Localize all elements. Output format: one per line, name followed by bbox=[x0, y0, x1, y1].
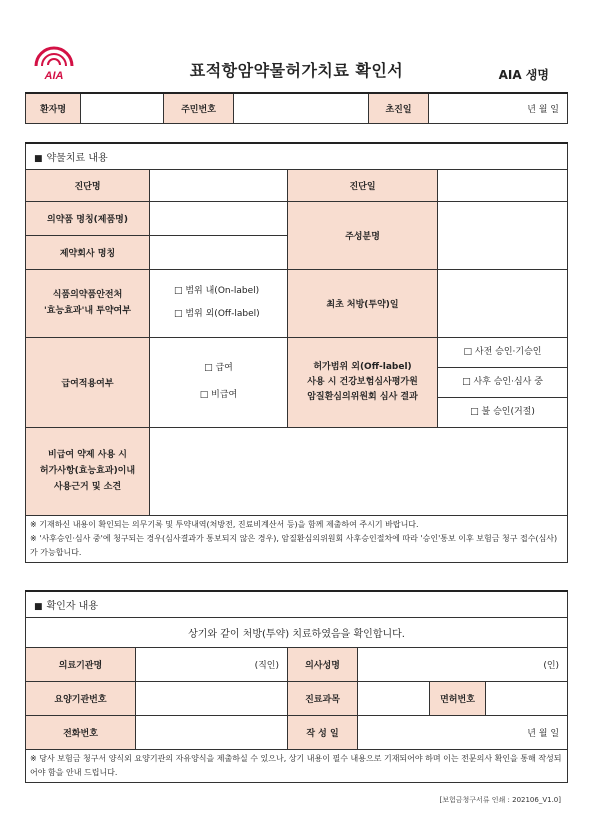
care-code-field[interactable] bbox=[136, 681, 288, 715]
form-version: [보험금청구서류 인쇄 : 202106_V1.0] bbox=[439, 796, 561, 804]
form-title: 표적항암약물허가치료 확인서 bbox=[189, 61, 404, 80]
brand-name: AIA 생명 bbox=[498, 68, 549, 82]
doctor-label: 의사성명 bbox=[288, 647, 358, 681]
on-label-checkbox[interactable]: □ 범위 내(On-label) bbox=[174, 286, 260, 296]
maker-field[interactable] bbox=[150, 235, 288, 269]
drug-section-heading: ■ 약물치료 내용 bbox=[34, 153, 108, 164]
resident-number-field[interactable] bbox=[234, 93, 369, 123]
license-label: 면허번호 bbox=[430, 681, 486, 715]
ingredient-field[interactable] bbox=[438, 201, 568, 269]
svg-text:AIA: AIA bbox=[44, 70, 64, 82]
mfds-label: 식품의약품안전처 '효능효과'내 투약여부 bbox=[26, 269, 150, 337]
offlabel-review-label: 허가범위 외(Off-label) 사용 시 건강보험심사평가원 암질환심의위원회 심사 결과 bbox=[288, 337, 438, 427]
ingredient-label: 주성분명 bbox=[288, 201, 438, 269]
diagnosis-date-label: 진단일 bbox=[288, 169, 438, 201]
patient-info-table bbox=[25, 92, 568, 124]
institution-field[interactable]: (직인) bbox=[136, 647, 288, 681]
care-code-label: 요양기관번호 bbox=[26, 681, 136, 715]
rejected-checkbox[interactable]: □ 불 승인(거절) bbox=[438, 397, 568, 427]
drug-name-field[interactable] bbox=[150, 201, 288, 235]
phone-field[interactable] bbox=[136, 715, 288, 749]
license-field[interactable] bbox=[486, 681, 568, 715]
non-benefit-checkbox[interactable]: □ 비급여 bbox=[199, 390, 238, 400]
first-rx-field[interactable] bbox=[438, 269, 568, 337]
drug-note-1: ※ 기재하신 내용이 확인되는 의무기록 및 투약내역(처방전, 진료비계산서 등)을 함께 제출하여 주시기 바랍니다. bbox=[30, 519, 419, 529]
benefit-checkbox[interactable]: □ 급여 bbox=[204, 363, 233, 373]
confirm-section-heading: ■ 확인자 내용 bbox=[34, 601, 98, 612]
written-date-label: 작 성 일 bbox=[288, 715, 358, 749]
first-visit-date-field[interactable]: 년 월 일 bbox=[429, 93, 568, 123]
off-label-checkbox[interactable]: □ 범위 외(Off-label) bbox=[174, 309, 260, 319]
dept-field[interactable] bbox=[358, 681, 430, 715]
institution-label: 의료기관명 bbox=[26, 647, 136, 681]
confirmer-table bbox=[25, 590, 568, 783]
maker-label: 제약회사 명칭 bbox=[26, 235, 150, 269]
pre-approval-checkbox[interactable]: □ 사전 승인·기승인 bbox=[438, 337, 568, 367]
confirm-note: ※ 당사 보험금 청구서 양식외 요양기관의 자유양식을 제출하실 수 있으나, 상기 내용이 필수 내용으로 기재되어야 하며 이는 전문의사 확인을 통해 작성되어야 함을 안내 드립니다. bbox=[26, 749, 568, 782]
patient-name-label: 환자명 bbox=[26, 93, 81, 123]
nonbenefit-basis-field[interactable] bbox=[150, 427, 568, 515]
confirm-statement: 상기와 같이 처방(투약) 치료하였음을 확인합니다. bbox=[26, 617, 568, 647]
written-date-field[interactable]: 년 월 일 bbox=[358, 715, 568, 749]
first-rx-label: 최초 처방(투약)일 bbox=[288, 269, 438, 337]
diagnosis-field[interactable] bbox=[150, 169, 288, 201]
nonbenefit-basis-label: 비급여 약제 사용 시 허가사항(효능효과)이내 사용근거 및 소견 bbox=[26, 427, 150, 515]
phone-label: 전화번호 bbox=[26, 715, 136, 749]
diagnosis-label: 진단명 bbox=[26, 169, 150, 201]
first-visit-label: 초진일 bbox=[369, 93, 429, 123]
drug-note-2: ※ '사후승인·심사 중'에 청구되는 경우(심사결과가 통보되지 않은 경우), 암질환심의위원회 사후승인절차에 따라 '승인'통보 이후 보험금 청구 접수(심사)가 가능합니다. bbox=[30, 533, 558, 557]
coverage-label: 급여적용여부 bbox=[26, 337, 150, 427]
resident-number-label: 주민번호 bbox=[164, 93, 234, 123]
drug-treatment-table bbox=[25, 142, 568, 563]
drug-name-label: 의약품 명칭(제품명) bbox=[26, 201, 150, 235]
dept-label: 진료과목 bbox=[288, 681, 358, 715]
post-approval-checkbox[interactable]: □ 사후 승인·심사 중 bbox=[438, 367, 568, 397]
diagnosis-date-field[interactable] bbox=[438, 169, 568, 201]
doctor-field[interactable]: (인) bbox=[358, 647, 568, 681]
patient-name-field[interactable] bbox=[81, 93, 164, 123]
